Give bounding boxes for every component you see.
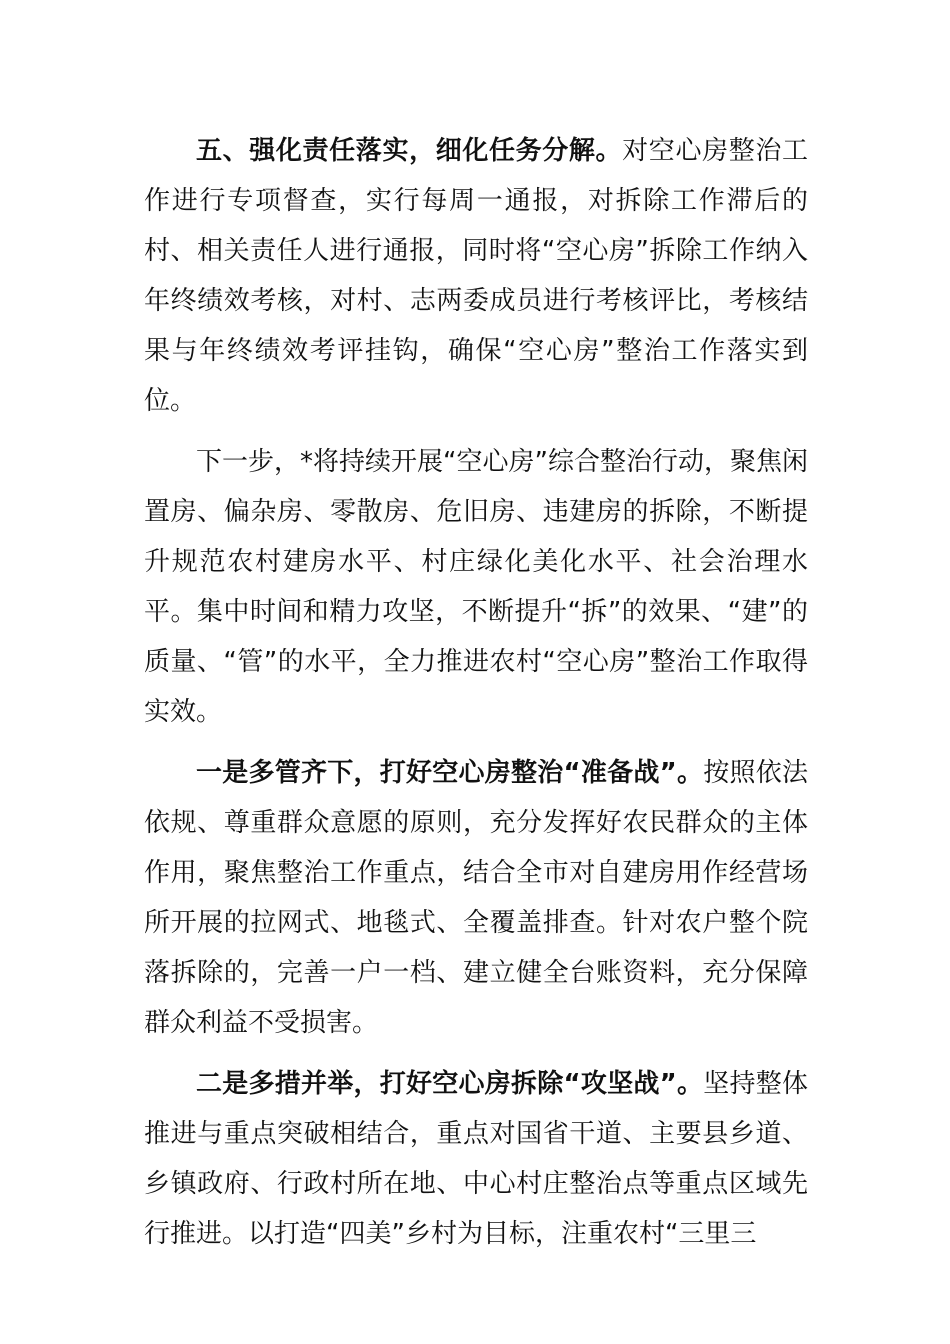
paragraph-body: 坚持整体推进与重点突破相结合，重点对国省干道、主要县乡道、乡镇政府、行政村所在地、中心村庄整治点等重点区域先行推进。以打造“四美”乡村为目标，注重农村“三里三 [144,1069,808,1249]
paragraph-body: 下一步，*将持续开展“空心房”综合整治行动，聚焦闲置房、偏杂房、零散房、危旧房、违建房的拆除，不断提升规范农村建房水平、村庄绿化美化水平、社会治理水平。集中时间和精力攻坚，不断提升“拆”的效果、“建”的质量、“管”的水平，全力推进农村“空心房”整治工作取得实效。 [144,447,808,727]
paragraph-heading: 五、强化责任落实，细化任务分解。 [196,136,623,166]
paragraph-body: 对空心房整治工作进行专项督查，实行每周一通报，对拆除工作滞后的村、相关责任人进行通报，同时将“空心房”拆除工作纳入年终绩效考核，对村、志两委成员进行考核评比，考核结果与年终绩效考评挂钩，确保“空心房”整治工作落实到位。 [144,136,808,416]
paragraph-demolition [144,1059,808,1259]
paragraph-body: 按照依法依规、尊重群众意愿的原则，充分发挥好农民群众的主体作用，聚焦整治工作重点，结合全市对自建房用作经营场所开展的拉网式、地毯式、全覆盖排查。针对农户整个院落拆除的，完善一户一档、建立健全台账资料，充分保障群众利益不受损害。 [144,758,808,1038]
paragraph-preparation [144,748,808,1048]
paragraph-heading: 二是多措并举，打好空心房拆除“攻坚战”。 [196,1069,704,1099]
paragraph-heading: 一是多管齐下，打好空心房整治“准备战”。 [196,758,704,788]
paragraph-next-step [144,437,808,737]
document-page [144,126,808,1270]
paragraph-responsibility [144,126,808,426]
